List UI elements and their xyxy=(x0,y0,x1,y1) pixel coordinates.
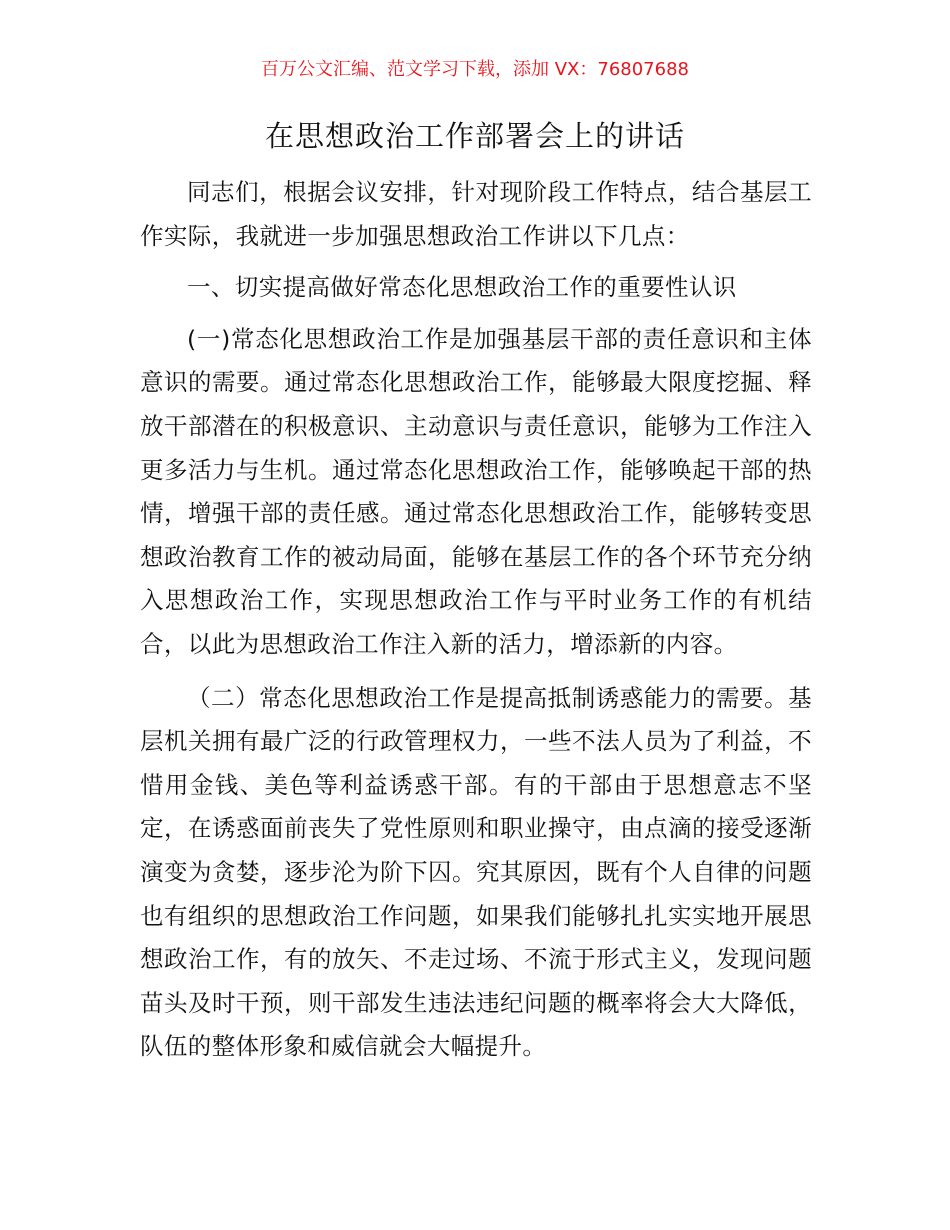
subsection-paragraph-1: (一)常态化思想政治工作是加强基层干部的责任意识和主体意识的需要。通过常态化思想政治工作，能够最大限度挖掘、释放干部潜在的积极意识、主动意识与责任意识，能够为工作注入更多活力与生机。通过常态化思想政治工作，能够唤起干部的热情，增强干部的责任感。通过常态化思想政治工作，能够转变思想政治教育工作的被动局面，能够在基层工作的各个环节充分纳入思想政治工作，实现思想政治工作与平时业务工作的有机结合，以此为思想政治工作注入新的活力，增添新的内容。 xyxy=(140,324,812,658)
watermark-header: 百万公文汇编、范文学习下载，添加 VX：76807688 xyxy=(261,59,689,80)
subsection-paragraph-2: （二）常态化思想政治工作是提高抵制诱惑能力的需要。基层机关拥有最广泛的行政管理权力，一些不法人员为了利益，不惜用金钱、美色等利益诱惑干部。有的干部由于思想意志不坚定，在诱惑面前丧失了党性原则和职业操守，由点滴的接受逐渐演变为贪婪，逐步沦为阶下囚。究其原因，既有个人自律的问题也有组织的思想政治工作问题，如果我们能够扎扎实实地开展思想政治工作，有的放矢、不走过场、不流于形式主义，发现问题苗头及时干预，则干部发生违法违纪问题的概率将会大大降低，队伍的整体形象和威信就会大幅提升。 xyxy=(140,683,812,1061)
section-heading-1: 一、切实提高做好常态化思想政治工作的重要性认识 xyxy=(187,273,737,302)
document-title: 在思想政治工作部署会上的讲话 xyxy=(264,119,685,153)
document-body xyxy=(140,171,812,1069)
intro-paragraph: 同志们，根据会议安排，针对现阶段工作特点，结合基层工作实际，我就进一步加强思想政治工作讲以下几点： xyxy=(140,178,812,250)
